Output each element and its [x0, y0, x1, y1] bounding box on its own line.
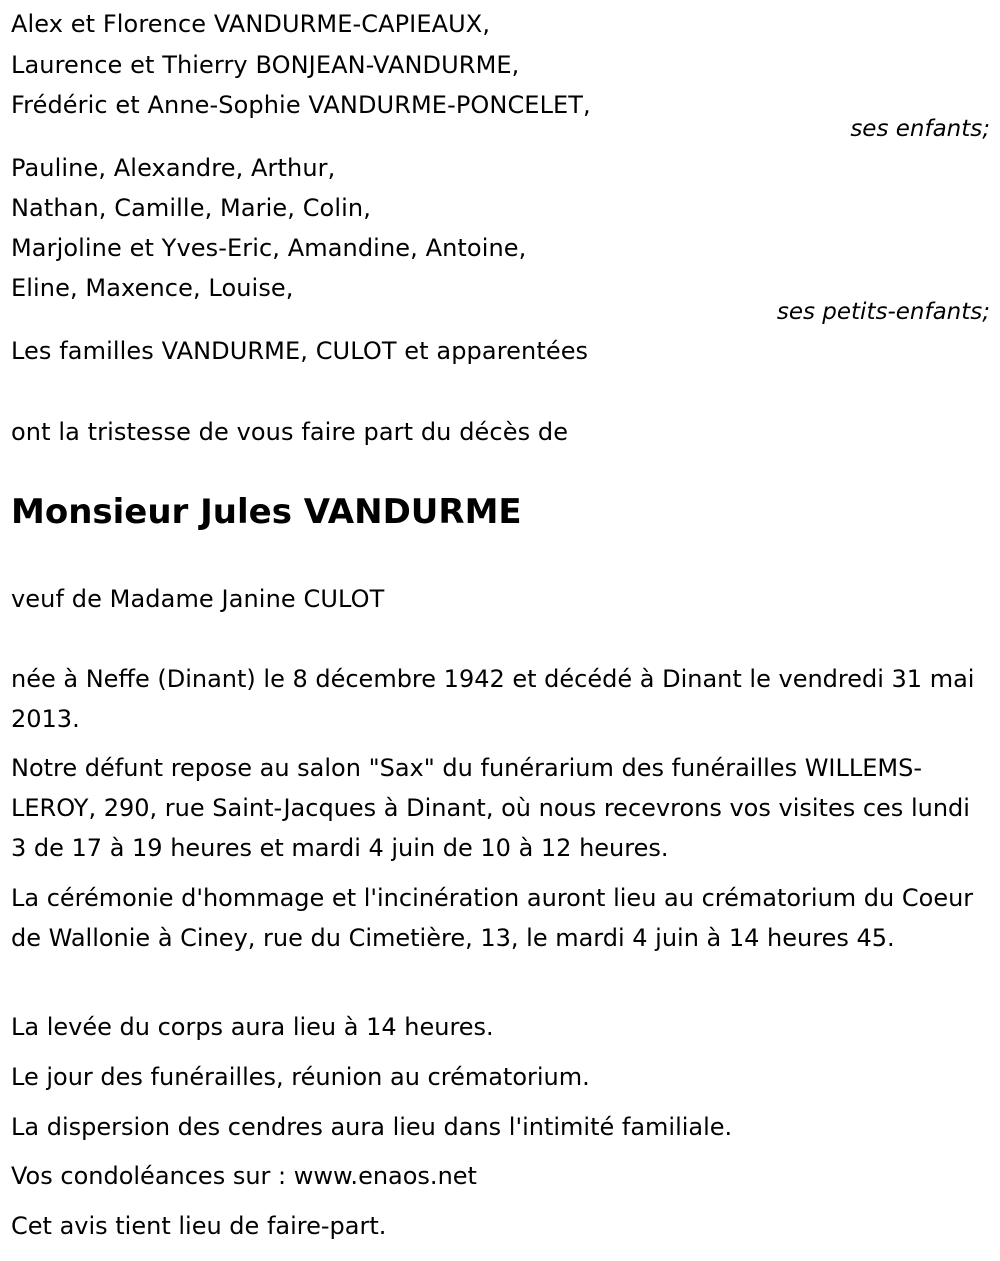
meeting-paragraph: Le jour des funérailles, réunion au crématorium.	[11, 1063, 590, 1091]
child-line: Frédéric et Anne-Sophie VANDURME-PONCELET,	[11, 91, 591, 119]
child-line: Laurence et Thierry BONJEAN-VANDURME,	[11, 51, 520, 79]
deceased-name: Monsieur Jules VANDURME	[11, 492, 522, 532]
ashes-paragraph: La dispersion des cendres aura lieu dans l'intimité familiale.	[11, 1113, 733, 1141]
grandchild-line: Eline, Maxence, Louise,	[11, 274, 294, 302]
children-label: ses enfants;	[850, 116, 990, 142]
grandchildren-label: ses petits-enfants;	[776, 299, 990, 325]
notice-paragraph: Cet avis tient lieu de faire-part.	[11, 1212, 387, 1240]
ceremony-paragraph: La cérémonie d'hommage et l'incinération auront lieu au crématorium du Coeur de Wallonie à Ciney, rue du Cimetière, 13, le mardi 4 juin à 14 heures 45.	[11, 884, 974, 952]
condolences-paragraph: Vos condoléances sur : www.enaos.net	[11, 1162, 477, 1190]
widower-line: veuf de Madame Janine CULOT	[11, 585, 385, 613]
grandchild-line: Nathan, Camille, Marie, Colin,	[11, 194, 371, 222]
body-removal-paragraph: La levée du corps aura lieu à 14 heures.	[11, 1013, 494, 1041]
birth-death-paragraph: née à Neffe (Dinant) le 8 décembre 1942 et décédé à Dinant le vendredi 31 mai 2013.	[11, 665, 975, 733]
grandchild-line: Pauline, Alexandre, Arthur,	[11, 154, 336, 182]
announcement-line: ont la tristesse de vous faire part du décès de	[11, 418, 569, 446]
grandchild-line: Marjoline et Yves-Eric, Amandine, Antoine,	[11, 234, 527, 262]
visitation-paragraph: Notre défunt repose au salon "Sax" du funérarium des funérailles WILLEMS-LEROY, 290, rue Saint-Jacques à Dinant, où nous recevrons vos visites ces lundi 3 de 17 à 19 heures et mardi 4 juin de 10 à 12 heures.	[11, 754, 970, 862]
child-line: Alex et Florence VANDURME-CAPIEAUX,	[11, 10, 491, 38]
families-line: Les familles VANDURME, CULOT et apparentées	[11, 337, 589, 365]
